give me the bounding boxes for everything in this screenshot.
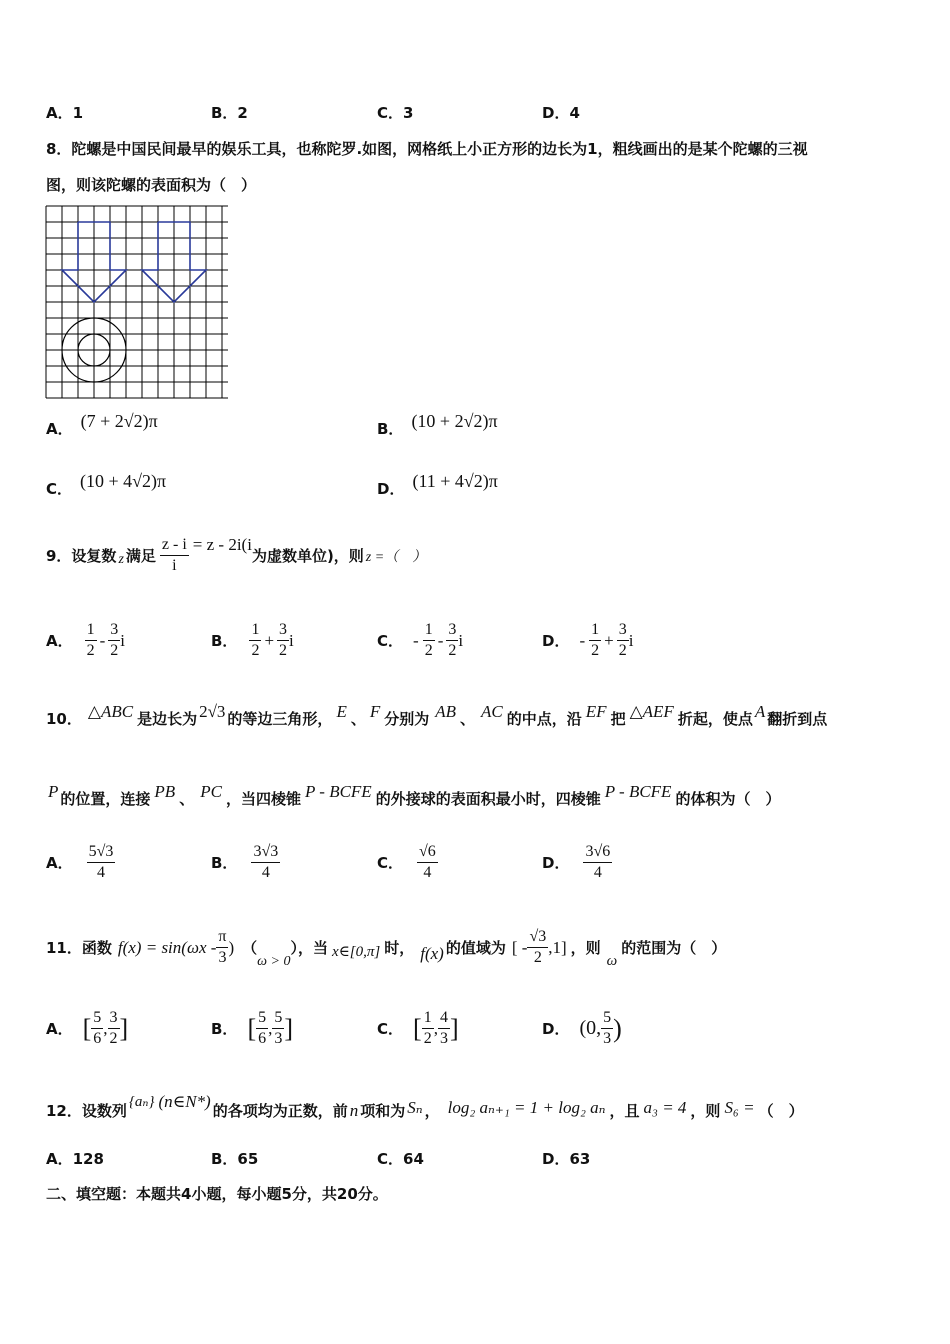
q12-a3: a₃ = 4 bbox=[643, 1097, 687, 1117]
q8-opt-a-label: A． bbox=[46, 420, 73, 438]
q11-number: 11．函数 bbox=[46, 939, 112, 957]
q10-pyramid: P - BCFE bbox=[604, 781, 672, 801]
q12-n: n bbox=[349, 1100, 359, 1120]
q11-option-d bbox=[542, 1008, 622, 1049]
q8-option-a bbox=[46, 411, 158, 439]
fraction bbox=[583, 842, 612, 883]
bracket: ] bbox=[119, 1013, 129, 1043]
q11-opt-d-label: D． bbox=[542, 1020, 570, 1038]
q11-option-b bbox=[211, 1008, 293, 1049]
fraction bbox=[216, 927, 228, 968]
numerator: 3 bbox=[617, 620, 629, 641]
q11-option-c bbox=[377, 1008, 459, 1049]
q9-opt-b-label: B． bbox=[211, 632, 238, 650]
numerator: 3√3 bbox=[251, 842, 280, 863]
q10-point-a: A bbox=[754, 701, 766, 721]
q9-option-d bbox=[542, 620, 633, 661]
q9-frac-den: i bbox=[172, 557, 177, 574]
fraction bbox=[422, 1008, 434, 1049]
bracket: [ bbox=[413, 1013, 422, 1043]
q11-stem bbox=[46, 925, 726, 970]
fraction bbox=[589, 620, 601, 661]
q10-pyramid: P - BCFE bbox=[304, 781, 372, 801]
q10-number: 10． bbox=[46, 710, 82, 728]
denominator: 2 bbox=[591, 642, 600, 659]
q12-option-c: C．64 bbox=[377, 1150, 424, 1168]
q11-text: ，则 bbox=[570, 939, 601, 957]
denominator: 6 bbox=[93, 1030, 102, 1047]
q12-text: ， bbox=[424, 1102, 440, 1120]
denominator: 3 bbox=[603, 1030, 612, 1047]
q9-stem-post: 为虚数单位)，则 bbox=[251, 547, 364, 565]
q11-close-paren: ) bbox=[228, 937, 235, 957]
numerator: 5 bbox=[91, 1008, 103, 1029]
q9-stem-pre: 9．设复数 bbox=[46, 547, 117, 565]
q10-point-e: E bbox=[336, 701, 347, 721]
numerator: 3 bbox=[446, 620, 458, 641]
fraction bbox=[417, 842, 438, 883]
q10-text: 分别为 bbox=[384, 710, 430, 728]
imag-unit: i bbox=[120, 630, 126, 650]
denominator: 6 bbox=[258, 1030, 267, 1047]
q11-fx: f(x) bbox=[420, 943, 444, 963]
q11-text: 的值域为 bbox=[445, 939, 506, 957]
q10-point-f: F bbox=[369, 701, 381, 721]
imag-unit: i bbox=[458, 630, 464, 650]
q11-option-a bbox=[46, 1008, 128, 1049]
comma: , bbox=[268, 1018, 273, 1038]
q11-omega: ω bbox=[606, 953, 618, 969]
q11-text: 时， bbox=[384, 939, 415, 957]
bracket: [ bbox=[82, 1013, 92, 1043]
fraction bbox=[272, 1008, 284, 1049]
minus-sign: - bbox=[437, 630, 444, 650]
q10-text: 的体积为（ ） bbox=[675, 790, 781, 808]
plus-sign: + bbox=[604, 630, 614, 650]
numerator: √6 bbox=[417, 842, 438, 863]
q10-opt-a-label: A． bbox=[46, 854, 73, 872]
q12-text: ，且 bbox=[609, 1102, 640, 1120]
q10-segment-ef: EF bbox=[585, 701, 607, 721]
denominator: 2 bbox=[448, 642, 457, 659]
numerator: 1 bbox=[249, 620, 261, 641]
q10-opt-d-label: D． bbox=[542, 854, 570, 872]
q11-range-open: [ - bbox=[511, 937, 528, 957]
q7-option-a: A．1 bbox=[46, 104, 84, 122]
denominator: 2 bbox=[86, 642, 95, 659]
q10-segment-pc: PC bbox=[200, 781, 222, 801]
fraction bbox=[108, 1008, 120, 1049]
numerator: 1 bbox=[589, 620, 601, 641]
q12-sn: Sₙ bbox=[407, 1097, 423, 1117]
bracket: ) bbox=[613, 1013, 622, 1043]
q10-stem-line1 bbox=[46, 701, 828, 729]
denominator: 3 bbox=[218, 949, 227, 966]
numerator: π bbox=[216, 927, 228, 948]
q12-option-d: D．63 bbox=[542, 1150, 591, 1168]
denominator: 2 bbox=[110, 642, 119, 659]
q11-text: （ bbox=[242, 939, 258, 957]
denominator: 2 bbox=[424, 642, 433, 659]
q9-eq-rhs: = z - 2i(i bbox=[192, 534, 252, 554]
denominator: 3 bbox=[439, 1030, 448, 1047]
q10-text: 、 bbox=[179, 790, 195, 808]
q8-opt-b-label: B． bbox=[377, 420, 404, 438]
q11-condition: ω > 0 bbox=[257, 953, 291, 969]
numerator: 5 bbox=[256, 1008, 268, 1029]
section-heading-fill-blank: 二、填空题：本题共4小题，每小题5分，共20分。 bbox=[46, 1185, 388, 1203]
q10-opt-c-label: C． bbox=[377, 854, 404, 872]
q12-sequence: {aₙ} bbox=[128, 1094, 155, 1110]
fraction bbox=[87, 842, 116, 883]
q10-option-b bbox=[211, 842, 280, 883]
q12-condition: (n∈N*) bbox=[158, 1091, 211, 1111]
q12-recurrence: log₂ aₙ₊₁ = 1 + log₂ aₙ bbox=[447, 1097, 606, 1117]
q12-text: 项和为 bbox=[360, 1102, 406, 1120]
q10-stem-line2 bbox=[46, 781, 781, 809]
fraction bbox=[277, 620, 289, 661]
minus-sign: - bbox=[579, 630, 586, 650]
q8-opt-d-expr: (11 + 4√2)π bbox=[412, 471, 498, 491]
q9-ask: z =（ ） bbox=[365, 549, 427, 565]
fraction bbox=[601, 1008, 613, 1049]
q12-s6: S₆ = bbox=[724, 1097, 755, 1117]
fraction bbox=[423, 620, 435, 661]
fraction bbox=[108, 620, 120, 661]
q10-text: 、 bbox=[460, 710, 476, 728]
q7-option-c: C．3 bbox=[377, 104, 414, 122]
q8-stem-line1: 8．陀螺是中国民间最早的娱乐工具，也称陀罗.如图，网格纸上小正方形的边长为1，粗线画出的是某个陀螺的三视 bbox=[46, 140, 808, 158]
q10-triangle-abc: △ABC bbox=[87, 701, 134, 721]
denominator: 4 bbox=[423, 864, 432, 881]
q8-opt-b-expr: (10 + 2√2)π bbox=[411, 411, 498, 431]
q8-stem-line2: 图，则该陀螺的表面积为（ ） bbox=[46, 176, 257, 194]
bracket: ] bbox=[449, 1013, 459, 1043]
fraction bbox=[617, 620, 629, 661]
denominator: 3 bbox=[274, 1030, 283, 1047]
q9-fraction bbox=[160, 535, 189, 576]
fraction bbox=[251, 842, 280, 883]
denominator: 2 bbox=[618, 642, 627, 659]
denominator: 2 bbox=[533, 949, 542, 966]
q10-text: 翻折到点 bbox=[767, 710, 828, 728]
q8-option-c bbox=[46, 471, 167, 499]
q10-text: 把 bbox=[610, 710, 626, 728]
q10-text: 折起，使点 bbox=[677, 710, 753, 728]
q10-side-length: 2√3 bbox=[199, 701, 226, 721]
q9-opt-d-label: D． bbox=[542, 632, 570, 650]
numerator: 3 bbox=[108, 1008, 120, 1029]
q10-triangle-aef: △AEF bbox=[629, 701, 674, 721]
q9-opt-a-label: A． bbox=[46, 632, 73, 650]
q8-opt-c-label: C． bbox=[46, 480, 73, 498]
numerator: 5 bbox=[601, 1008, 613, 1029]
plus-sign: + bbox=[264, 630, 275, 650]
bracket: ] bbox=[284, 1013, 294, 1043]
q10-segment-ac: AC bbox=[481, 701, 503, 721]
q8-option-d bbox=[377, 471, 498, 499]
interval-open: (0, bbox=[579, 1017, 602, 1039]
comma: , bbox=[433, 1018, 438, 1038]
denominator: 2 bbox=[109, 1030, 118, 1047]
q12-text: 的各项均为正数，前 bbox=[212, 1102, 348, 1120]
q9-option-c bbox=[377, 620, 463, 661]
q10-option-c bbox=[377, 842, 438, 883]
q7-option-d: D．4 bbox=[542, 104, 580, 122]
q11-function: f(x) = sin(ωx - bbox=[117, 937, 217, 957]
q9-stem bbox=[46, 535, 428, 576]
numerator: 1 bbox=[422, 1008, 434, 1029]
fraction bbox=[446, 620, 458, 661]
q10-option-d bbox=[542, 842, 612, 883]
q9-opt-c-label: C． bbox=[377, 632, 404, 650]
numerator: √3 bbox=[527, 927, 548, 948]
q10-text: 、 bbox=[350, 710, 366, 728]
q11-text: 的范围为（ ） bbox=[621, 939, 727, 957]
q9-option-a bbox=[46, 620, 125, 661]
denominator: 4 bbox=[593, 864, 602, 881]
q9-option-b bbox=[211, 620, 294, 661]
q11-range-close: ,1] bbox=[548, 937, 567, 957]
q12-option-b: B．65 bbox=[211, 1150, 259, 1168]
q10-text: 的位置，连接 bbox=[60, 790, 151, 808]
q9-frac-num: z - i bbox=[160, 535, 189, 556]
q12-stem bbox=[46, 1091, 804, 1121]
denominator: 2 bbox=[423, 1030, 432, 1047]
q10-segment-ab: AB bbox=[435, 701, 457, 721]
denominator: 4 bbox=[261, 864, 270, 881]
q10-point-p: P bbox=[48, 781, 59, 801]
q9-stem-mid: 满足 bbox=[125, 547, 156, 565]
numerator: 3 bbox=[108, 620, 120, 641]
numerator: 5 bbox=[272, 1008, 284, 1029]
q8-opt-d-label: D． bbox=[377, 480, 405, 498]
q8-three-view-figure bbox=[44, 204, 230, 402]
minus-sign: - bbox=[99, 630, 106, 650]
q12-text: （ ） bbox=[758, 1102, 804, 1120]
q10-text: 的等边三角形， bbox=[227, 710, 333, 728]
imag-unit: i bbox=[289, 630, 294, 650]
q12-option-a: A．128 bbox=[46, 1150, 104, 1168]
q7-option-b: B．2 bbox=[211, 104, 248, 122]
denominator: 4 bbox=[97, 864, 105, 881]
q11-opt-b-label: B． bbox=[211, 1020, 238, 1038]
q11-opt-c-label: C． bbox=[377, 1020, 404, 1038]
q10-text: 的中点，沿 bbox=[506, 710, 582, 728]
q12-number: 12．设数列 bbox=[46, 1102, 127, 1120]
q11-opt-a-label: A． bbox=[46, 1020, 73, 1038]
imag-unit: i bbox=[628, 630, 634, 650]
numerator: 1 bbox=[85, 620, 97, 641]
bracket: [ bbox=[247, 1013, 257, 1043]
q8-option-b bbox=[377, 411, 498, 439]
comma: , bbox=[103, 1018, 108, 1038]
numerator: 4 bbox=[438, 1008, 450, 1029]
minus-sign: - bbox=[413, 630, 419, 650]
denominator: 2 bbox=[251, 642, 260, 659]
q10-text: 是边长为 bbox=[137, 710, 198, 728]
denominator: 2 bbox=[279, 642, 288, 659]
q10-opt-b-label: B． bbox=[211, 854, 238, 872]
fraction bbox=[256, 1008, 268, 1049]
fraction bbox=[91, 1008, 103, 1049]
q10-segment-pb: PB bbox=[154, 781, 176, 801]
numerator: 3 bbox=[277, 620, 289, 641]
numerator: 3√6 bbox=[583, 842, 612, 863]
q10-option-a bbox=[46, 842, 115, 883]
q10-text: 的外接球的表面积最小时，四棱锥 bbox=[375, 790, 601, 808]
numerator: 1 bbox=[423, 620, 435, 641]
fraction bbox=[438, 1008, 450, 1049]
fraction bbox=[527, 927, 548, 968]
q11-domain: x∈[0,π] bbox=[332, 944, 381, 960]
q11-text: ），当 bbox=[290, 939, 329, 957]
q8-opt-a-expr: (7 + 2√2)π bbox=[80, 411, 158, 431]
numerator: 5√3 bbox=[87, 842, 116, 863]
fraction bbox=[85, 620, 97, 661]
q10-text: ，当四棱锥 bbox=[225, 790, 301, 808]
fraction bbox=[249, 620, 261, 661]
q8-opt-c-expr: (10 + 4√2)π bbox=[80, 471, 167, 491]
q9-var-z: z bbox=[118, 551, 124, 567]
q12-text: ，则 bbox=[690, 1102, 721, 1120]
